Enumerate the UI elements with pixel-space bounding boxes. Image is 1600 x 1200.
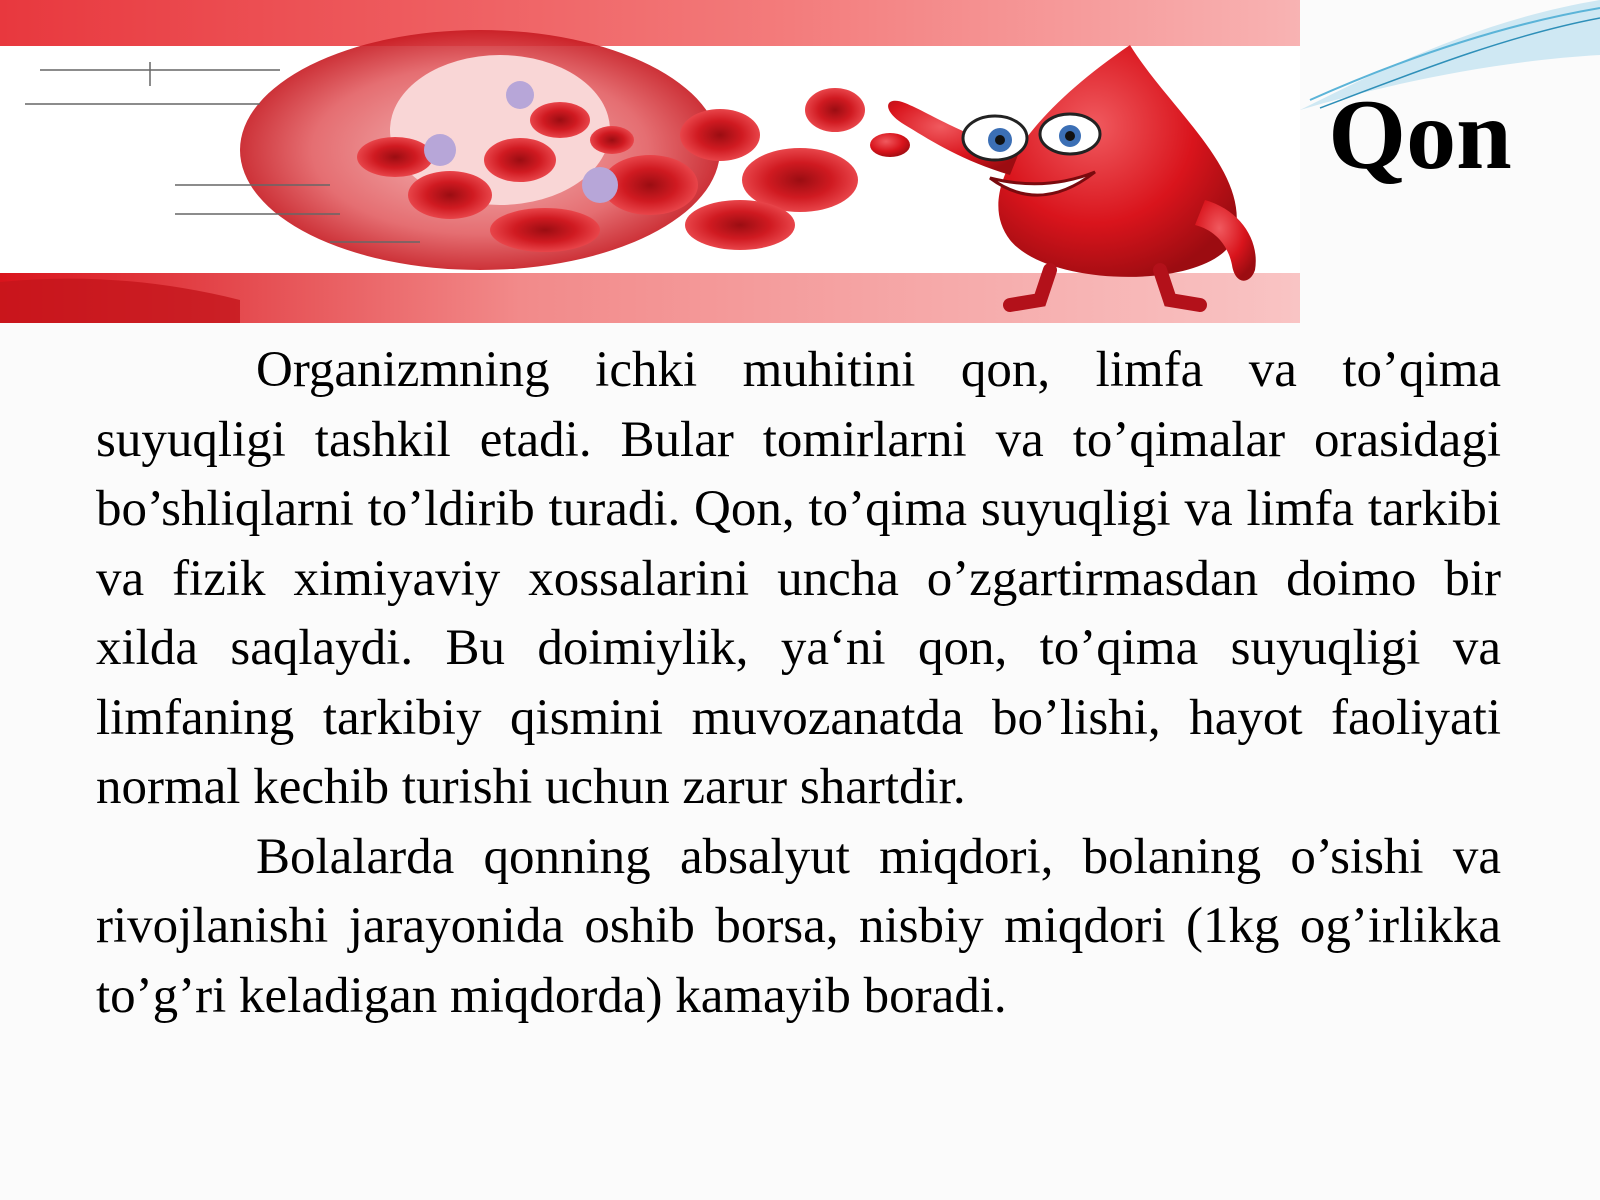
slide-body bbox=[96, 336, 1501, 1031]
paragraph-1: Organizmning ichki muhitini qon, limfa va to’qima suyuqligi tashkil etadi. Bular tomirlarni va to’qimalar orasidagi bo’shliqlarni to’ldirib turadi. Qon, to’qima suyuqligi va limfa tarkibi va fizik ximiyaviy xossalarini uncha o’zgartirmasdan doimo bir xilda saqlaydi. Bu doimiylik, ya‘ni qon, to’qima suyuqligi va limfaning tarkibiy qismini muvozanatda bo’lishi, hayot faoliyati normal kechib turishi uchun zarur shartdir. bbox=[96, 342, 1501, 815]
blood-cells-banner bbox=[0, 0, 1300, 323]
slide-title: Qon bbox=[1328, 79, 1512, 190]
paragraph-2: Bolalarda qonning absalyut miqdori, bolaning o’sishi va rivojlanishi jarayonida oshib borsa, nisbiy miqdori (1kg og’irlikka to’g’ri keladigan miqdorda) kamayib boradi. bbox=[96, 828, 1501, 1024]
